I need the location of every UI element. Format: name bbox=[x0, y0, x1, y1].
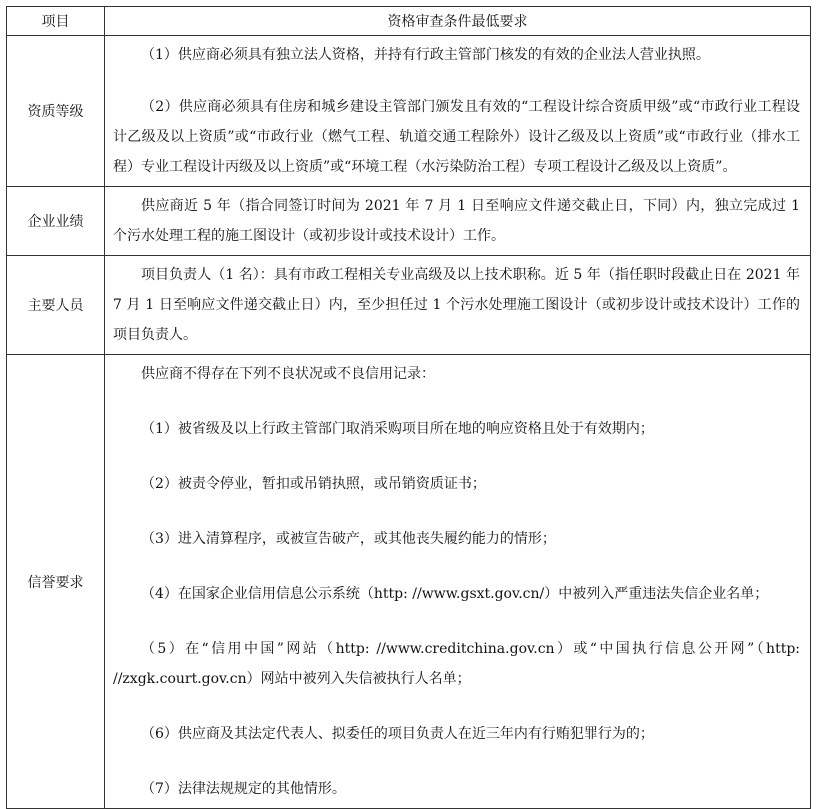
category-cell: 资质等级 bbox=[7, 36, 105, 187]
requirement-paragraph: （3）进入清算程序，或被宣告破产，或其他丧失履约能力的情形； bbox=[141, 531, 556, 547]
category-cell: 主要人员 bbox=[7, 256, 105, 355]
qualification-table bbox=[6, 6, 811, 809]
requirement-cell bbox=[105, 355, 811, 809]
requirement-paragraph: （4）在国家企业信用信息公示系统（http: //www.gsxt.gov.cn/）中被列入严重违法失信企业名单； bbox=[141, 586, 769, 602]
requirement-paragraph: （1）供应商必须具有独立法人资格，并持有行政主管部门核发的有效的企业法人营业执照。 bbox=[141, 47, 710, 63]
category-cell: 企业业绩 bbox=[7, 187, 105, 256]
requirement-cell bbox=[105, 187, 811, 256]
requirement-cell bbox=[105, 36, 811, 187]
header-requirement: 资格审查条件最低要求 bbox=[105, 7, 811, 36]
requirement-paragraph: （2）被责令停业，暂扣或吊销执照，或吊销资质证书； bbox=[141, 476, 486, 492]
requirement-paragraph: 供应商不得存在下列不良状况或不良信用记录： bbox=[141, 366, 435, 382]
requirement-paragraph: 项目负责人（1 名）：具有市政工程相关专业高级及以上技术职称。近 5 年（指任职时段截止日在 2021 年 7 月 1 日至响应文件递交截止日）内，至少担任过 1 个污水处理施工图设计（或初步设计或技术设计）工作的项目负责人。 bbox=[113, 267, 800, 343]
requirement-paragraph: （6）供应商及其法定代表人、拟委任的项目负责人在近三年内有行贿犯罪行为的； bbox=[141, 726, 654, 742]
requirement-paragraph: （5）在“信用中国”网站（http: //www.creditchina.gov.cn）或“中国执行信息公开网”（http: //zxgk.court.gov.cn）网站中被列入失信被执行人名单； bbox=[113, 641, 800, 687]
requirement-paragraph: （1）被省级及以上行政主管部门取消采购项目所在地的响应资格且处于有效期内； bbox=[141, 421, 654, 437]
requirement-cell bbox=[105, 256, 811, 355]
table-header-row bbox=[7, 7, 811, 36]
table-row-qualification bbox=[7, 36, 811, 187]
requirement-paragraph: （2）供应商必须具有住房和城乡建设主管部门颁发且有效的“工程设计综合资质甲级”或“市政行业工程设计乙级及以上资质”或“市政行业（燃气工程、轨道交通工程除外）设计乙级及以上资质”或“市政行业（排水工程）专业工程设计丙级及以上资质”或“环境工程（水污染防治工程）专项工程设计乙级及以上资质”。 bbox=[113, 99, 800, 175]
requirement-paragraph: （7）法律法规规定的其他情形。 bbox=[141, 781, 346, 797]
requirement-paragraph: 供应商近 5 年（指合同签订时间为 2021 年 7 月 1 日至响应文件递交截止日，下同）内，独立完成过 1 个污水处理工程的施工图设计（或初步设计或技术设计）工作。 bbox=[113, 198, 800, 244]
table-row-credit bbox=[7, 355, 811, 809]
category-cell: 信誉要求 bbox=[7, 355, 105, 809]
header-item: 项目 bbox=[7, 7, 105, 36]
table-row-personnel bbox=[7, 256, 811, 355]
table-row-performance bbox=[7, 187, 811, 256]
